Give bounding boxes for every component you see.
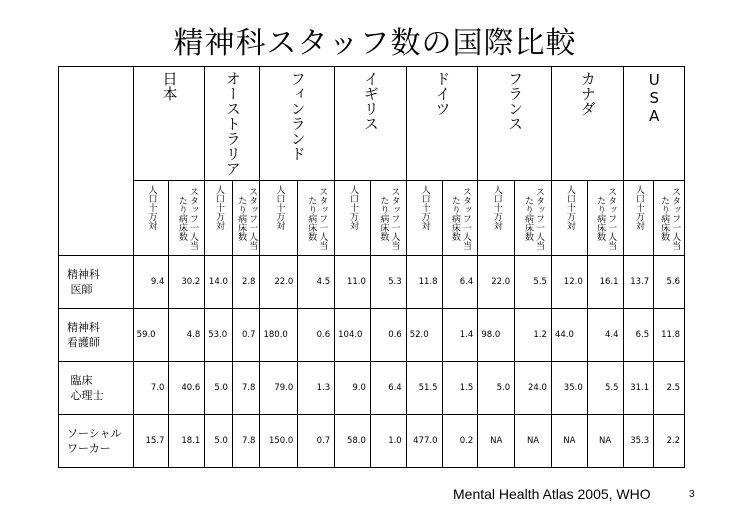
table-cell: 2.5 (654, 362, 685, 415)
table-cell: 11.8 (654, 309, 685, 362)
table-cell: 1.5 (442, 362, 478, 415)
table-row-psychiatrists (59, 256, 685, 309)
table-cell: 477.0 (406, 415, 442, 468)
table-cell: 9.4 (133, 256, 169, 309)
metric-header-per-staff: スタッフ一人当たり病床数 (169, 181, 205, 256)
table-cell: 4.8 (169, 309, 205, 362)
metric-header-per-100k: 人口十万対 (335, 181, 371, 256)
source-caption: Mental Health Atlas 2005, WHO (453, 486, 651, 502)
table-row-psychiatric-nurses (59, 309, 685, 362)
table-cell: 12.0 (551, 256, 587, 309)
table-cell: 51.5 (406, 362, 442, 415)
table-cell: 5.6 (654, 256, 685, 309)
table-cell: 35.0 (551, 362, 587, 415)
table-cell: 40.6 (169, 362, 205, 415)
row-label: 臨床 心理士 (59, 362, 134, 415)
table-cell: 22.0 (260, 256, 298, 309)
table-cell: NA (515, 415, 552, 468)
staff-comparison-table (58, 66, 685, 468)
row-label: ソーシャル ワーカー (59, 415, 134, 468)
table-cell: 5.5 (587, 362, 623, 415)
page-number: 3 (689, 489, 695, 500)
table-cell: 14.0 (205, 256, 233, 309)
table-cell: 9.0 (335, 362, 371, 415)
country-name: 日本 (160, 71, 179, 101)
metric-header-per-100k: 人口十万対 (133, 181, 169, 256)
table-cell: 5.0 (205, 362, 233, 415)
table-cell: 0.7 (232, 309, 260, 362)
table-cell: 5.0 (205, 415, 233, 468)
table-cell: 150.0 (260, 415, 298, 468)
table-row-clinical-psychologists (59, 362, 685, 415)
country-name: フランス (506, 71, 525, 131)
table-cell: 30.2 (169, 256, 205, 309)
metric-header-per-staff: スタッフ一人当たり病床数 (298, 181, 335, 256)
table-cell: 1.4 (442, 309, 478, 362)
table-cell: 53.0 (205, 309, 233, 362)
country-name: USA (645, 71, 664, 125)
metric-header-per-100k: 人口十万対 (478, 181, 515, 256)
metric-header-per-staff: スタッフ一人当たり病床数 (232, 181, 260, 256)
table-cell: 4.5 (298, 256, 335, 309)
table-cell: 11.0 (335, 256, 371, 309)
country-header-germany (406, 67, 478, 181)
country-header-uk (335, 67, 407, 181)
country-header-usa (623, 67, 684, 181)
table-row-social-workers (59, 415, 685, 468)
table-cell: 18.1 (169, 415, 205, 468)
country-name: ドイツ (433, 71, 452, 116)
country-header-row (59, 67, 685, 181)
table-cell: NA (587, 415, 623, 468)
table-cell: 7.8 (232, 362, 260, 415)
table-cell: 1.3 (298, 362, 335, 415)
table-cell: 11.8 (406, 256, 442, 309)
table-cell: 5.3 (370, 256, 406, 309)
table-cell: 1.0 (370, 415, 406, 468)
table-cell: 16.1 (587, 256, 623, 309)
table-cell: 35.3 (623, 415, 654, 468)
metric-header-per-staff: スタッフ一人当たり病床数 (515, 181, 552, 256)
slide-title: 精神科スタッフ数の国際比較 (173, 26, 577, 61)
country-name: オーストラリア (223, 71, 242, 176)
table-cell: 5.0 (478, 362, 515, 415)
table-cell: 0.7 (298, 415, 335, 468)
metric-header-per-staff: スタッフ一人当たり病床数 (587, 181, 623, 256)
country-name: カナダ (578, 71, 597, 116)
metric-header-per-staff: スタッフ一人当たり病床数 (654, 181, 685, 256)
table-cell: 52.0 (406, 309, 442, 362)
table-cell: 13.7 (623, 256, 654, 309)
table-cell: 104.0 (335, 309, 371, 362)
metric-header-per-staff: スタッフ一人当たり病床数 (370, 181, 406, 256)
table-cell: 6.4 (442, 256, 478, 309)
row-label: 精神科 看護師 (59, 309, 134, 362)
metric-header-row (59, 181, 685, 256)
country-header-japan (133, 67, 205, 181)
table-cell: 2.8 (232, 256, 260, 309)
row-label: 精神科 医師 (59, 256, 134, 309)
table-cell: 0.2 (442, 415, 478, 468)
table-cell: 31.1 (623, 362, 654, 415)
country-header-canada (551, 67, 623, 181)
country-header-finland (260, 67, 335, 181)
table-cell: 4.4 (587, 309, 623, 362)
country-header-australia (205, 67, 260, 181)
table-cell: 79.0 (260, 362, 298, 415)
country-name: イギリス (361, 71, 380, 131)
table-cell: 5.5 (515, 256, 552, 309)
country-header-france (478, 67, 552, 181)
metric-header-per-100k: 人口十万対 (406, 181, 442, 256)
metric-header-per-100k: 人口十万対 (260, 181, 298, 256)
metric-header-per-100k: 人口十万対 (205, 181, 233, 256)
table-cell: 1.2 (515, 309, 552, 362)
table-cell: NA (478, 415, 515, 468)
table-cell: 58.0 (335, 415, 371, 468)
table-cell: 7.0 (133, 362, 169, 415)
table-cell: 98.0 (478, 309, 515, 362)
table-cell: 0.6 (298, 309, 335, 362)
metric-header-per-100k: 人口十万対 (551, 181, 587, 256)
table-cell: 180.0 (260, 309, 298, 362)
table-cell: 0.6 (370, 309, 406, 362)
table-cell: 44.0 (551, 309, 587, 362)
table-cell: 6.4 (370, 362, 406, 415)
table-cell: 6.5 (623, 309, 654, 362)
table-cell: 59.0 (133, 309, 169, 362)
table-cell: 7.8 (232, 415, 260, 468)
metric-header-per-100k: 人口十万対 (623, 181, 654, 256)
table-cell: NA (551, 415, 587, 468)
table-cell: 2.2 (654, 415, 685, 468)
table-cell: 22.0 (478, 256, 515, 309)
country-name: フィンランド (288, 71, 307, 161)
metric-header-per-staff: スタッフ一人当たり病床数 (442, 181, 478, 256)
table-cell: 15.7 (133, 415, 169, 468)
table-cell: 24.0 (515, 362, 552, 415)
corner-cell (59, 67, 134, 256)
